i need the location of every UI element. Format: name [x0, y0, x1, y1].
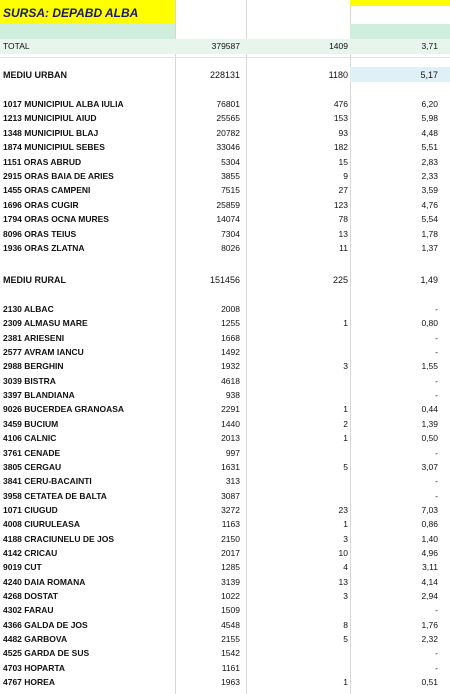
- row-rate: -: [435, 648, 438, 659]
- row-rate: 2,94: [421, 591, 438, 601]
- row-name: 3397 BLANDIANA: [3, 390, 75, 401]
- row-count: 4: [343, 562, 348, 573]
- row-rate: 4,14: [421, 576, 438, 587]
- row-rate: 0,44: [421, 404, 438, 415]
- rural-summary-row[interactable]: [0, 272, 450, 288]
- table-row[interactable]: [0, 169, 450, 183]
- row-rate: 7,03: [421, 504, 438, 515]
- row-rate: 3,11: [422, 562, 438, 573]
- table-row[interactable]: [0, 227, 450, 241]
- row-name: 1696 ORAS CUGIR: [3, 199, 79, 210]
- row-population: 1285: [221, 562, 240, 573]
- row-rate: -: [435, 332, 438, 343]
- row-population: 3855: [221, 171, 240, 181]
- table-row[interactable]: [0, 417, 450, 431]
- row-count: 15: [338, 156, 348, 167]
- row-population: 2017: [221, 547, 240, 558]
- row-population: 14074: [216, 214, 240, 225]
- row-population: 2291: [221, 404, 240, 415]
- row-name: 2130 ALBAC: [3, 304, 54, 314]
- row-name: 4366 GALDA DE JOS: [3, 619, 88, 630]
- row-population: 3087: [221, 490, 240, 501]
- row-name: 4142 CRICAU: [3, 547, 58, 558]
- row-count: 123: [333, 199, 348, 210]
- row-rate: 1,39: [421, 418, 438, 429]
- table-row[interactable]: [0, 241, 450, 255]
- row-count: 225: [332, 275, 348, 285]
- row-population: 2013: [221, 433, 240, 444]
- row-population: 1509: [221, 605, 240, 616]
- row-population: 3272: [221, 504, 240, 515]
- row-name: 1936 ORAS ZLATNA: [3, 243, 85, 253]
- row-name: 4482 GARBOVA: [3, 634, 68, 645]
- row-rate: -: [435, 490, 438, 501]
- row-rate: -: [435, 347, 438, 358]
- row-rate: 1,78: [421, 228, 438, 239]
- row-name: TOTAL: [3, 41, 30, 51]
- row-population: 2155: [221, 634, 240, 645]
- row-rate: 4,48: [421, 127, 438, 138]
- row-rate: 1,55: [421, 361, 438, 372]
- row-population: 20782: [216, 127, 240, 138]
- row-count: 3: [343, 533, 348, 544]
- row-name: 4525 GARDA DE SUS: [3, 648, 90, 659]
- row-population: 2150: [221, 533, 240, 544]
- table-row[interactable]: [0, 359, 450, 373]
- table-row[interactable]: [0, 126, 450, 140]
- row-population: 1492: [221, 347, 240, 358]
- row-rate: 1,37: [421, 243, 438, 253]
- row-population: 1542: [221, 648, 240, 659]
- row-population: 379587: [211, 41, 240, 51]
- header-fill: [350, 24, 450, 40]
- total-row[interactable]: [0, 39, 450, 53]
- urban-summary-row[interactable]: [0, 67, 450, 83]
- row-rate: 5,51: [421, 142, 438, 153]
- row-rate: 0,50: [421, 433, 438, 444]
- row-name: 2577 AVRAM IANCU: [3, 347, 84, 358]
- row-population: 1163: [221, 519, 240, 530]
- row-population: 1631: [221, 461, 240, 472]
- row-name: 9026 BUCERDEA GRANOASA: [3, 404, 125, 415]
- header-highlight-cell: [350, 0, 450, 6]
- row-rate: 0,86: [421, 519, 438, 530]
- row-divider: [0, 57, 450, 58]
- row-population: 938: [225, 390, 240, 401]
- row-rate: 1,49: [420, 275, 438, 285]
- row-rate: 4,76: [421, 199, 438, 210]
- row-count: 182: [333, 142, 348, 153]
- row-rate: -: [435, 375, 438, 386]
- row-name: MEDIU RURAL: [3, 275, 66, 285]
- row-count: 5: [343, 461, 348, 472]
- row-rate: -: [435, 662, 438, 673]
- row-count: 1: [343, 433, 348, 444]
- row-count: 93: [338, 127, 348, 138]
- table-row[interactable]: [0, 402, 450, 416]
- row-count: 3: [343, 361, 348, 372]
- row-population: 151456: [209, 275, 240, 285]
- row-population: 1161: [221, 662, 240, 673]
- table-row[interactable]: [0, 302, 450, 316]
- row-population: 1963: [221, 677, 240, 688]
- row-population: 1668: [221, 332, 240, 343]
- table-row[interactable]: [0, 589, 450, 603]
- row-count: 153: [333, 113, 348, 124]
- row-rate: 5,17: [420, 70, 438, 80]
- row-population: 1440: [221, 418, 240, 429]
- row-rate: 5,98: [421, 113, 438, 124]
- table-row[interactable]: [0, 388, 450, 402]
- row-rate: 3,59: [421, 185, 438, 196]
- row-rate: 3,71: [421, 41, 438, 51]
- row-rate: -: [435, 447, 438, 458]
- row-count: 1409: [329, 41, 348, 51]
- table-row[interactable]: [0, 155, 450, 169]
- row-name: 1213 MUNICIPIUL AIUD: [3, 113, 97, 124]
- row-rate: 6,20: [421, 99, 438, 109]
- table-row[interactable]: [0, 316, 450, 330]
- row-name: 4188 CRACIUNELU DE JOS: [3, 533, 115, 544]
- table-row[interactable]: [0, 97, 450, 111]
- row-population: 8026: [221, 243, 240, 253]
- row-count: 1: [343, 519, 348, 530]
- row-population: 7304: [221, 228, 240, 239]
- row-count: 27: [338, 185, 348, 196]
- row-count: 13: [338, 576, 348, 587]
- row-name: 1017 MUNICIPIUL ALBA IULIA: [3, 99, 124, 109]
- row-name: 2309 ALMASU MARE: [3, 318, 88, 329]
- table-row[interactable]: [0, 575, 450, 589]
- row-population: 7515: [221, 185, 240, 196]
- row-count: 2: [343, 418, 348, 429]
- table-row[interactable]: [0, 603, 450, 617]
- table-row[interactable]: [0, 140, 450, 154]
- row-population: 4618: [221, 375, 240, 386]
- row-population: 2008: [221, 304, 240, 314]
- row-count: 1: [343, 677, 348, 688]
- row-population: 4548: [221, 619, 240, 630]
- row-population: 1022: [221, 591, 240, 601]
- row-name: 2988 BERGHIN: [3, 361, 64, 372]
- table-row[interactable]: [0, 560, 450, 574]
- table-row[interactable]: [0, 183, 450, 197]
- table-row[interactable]: [0, 489, 450, 503]
- row-count: 13: [338, 228, 348, 239]
- table-row[interactable]: [0, 532, 450, 546]
- row-name: 1794 ORAS OCNA MURES: [3, 214, 109, 225]
- table-row[interactable]: [0, 446, 450, 460]
- row-name: 9019 CUT: [3, 562, 42, 573]
- header-fill: [0, 24, 175, 40]
- row-name: 3805 CERGAU: [3, 461, 62, 472]
- row-rate: 1,40: [421, 533, 438, 544]
- row-name: 4703 HOPARTA: [3, 662, 66, 673]
- row-population: 1932: [221, 361, 240, 372]
- row-population: 76801: [216, 99, 240, 109]
- row-name: 4240 DAIA ROMANA: [3, 576, 86, 587]
- table-row[interactable]: [0, 374, 450, 388]
- row-population: 25565: [216, 113, 240, 124]
- row-count: 10: [338, 547, 348, 558]
- row-name: 3459 BUCIUM: [3, 418, 59, 429]
- row-count: 9: [343, 171, 348, 181]
- row-rate: 2,32: [421, 634, 438, 645]
- table-row[interactable]: [0, 646, 450, 660]
- table-row[interactable]: [0, 661, 450, 675]
- row-name: 2381 ARIESENI: [3, 332, 65, 343]
- table-row[interactable]: [0, 632, 450, 646]
- row-population: 33046: [216, 142, 240, 153]
- table-row[interactable]: [0, 546, 450, 560]
- row-name: 8096 ORAS TEIUS: [3, 228, 77, 239]
- row-rate: 4,96: [421, 547, 438, 558]
- row-count: 23: [338, 504, 348, 515]
- row-count: 5: [343, 634, 348, 645]
- row-count: 1: [343, 404, 348, 415]
- row-count: 476: [333, 99, 348, 109]
- table-row[interactable]: [0, 331, 450, 345]
- row-rate: -: [435, 390, 438, 401]
- row-population: 997: [225, 447, 240, 458]
- row-count: 78: [338, 214, 348, 225]
- row-rate: 0,51: [421, 677, 438, 688]
- source-label: SURSA: DEPABD ALBA: [3, 6, 139, 20]
- row-name: 1348 MUNICIPIUL BLAJ: [3, 127, 99, 138]
- row-count: 11: [339, 243, 348, 253]
- row-name: 3841 CERU-BACAINTI: [3, 476, 92, 487]
- row-name: 4106 CALNIC: [3, 433, 57, 444]
- row-count: 1180: [328, 70, 348, 80]
- row-rate: 2,33: [421, 171, 438, 181]
- row-name: 4008 CIURULEASA: [3, 519, 80, 530]
- table-row[interactable]: [0, 111, 450, 125]
- row-population: 5304: [221, 156, 240, 167]
- row-name: 4767 HOREA: [3, 677, 55, 688]
- row-rate: 2,83: [421, 156, 438, 167]
- row-population: 1255: [221, 318, 240, 329]
- row-name: MEDIU URBAN: [3, 70, 67, 80]
- row-rate: -: [435, 476, 438, 487]
- row-rate: -: [435, 304, 438, 314]
- row-name: 3958 CETATEA DE BALTA: [3, 490, 107, 501]
- row-name: 3761 CENADE: [3, 447, 61, 458]
- row-rate: 3,07: [421, 461, 438, 472]
- row-count: 3: [343, 591, 348, 601]
- table-row[interactable]: [0, 460, 450, 474]
- table-row[interactable]: [0, 345, 450, 359]
- row-name: 1151 ORAS ABRUD: [3, 156, 82, 167]
- row-rate: -: [435, 605, 438, 616]
- row-count: 1: [343, 318, 348, 329]
- row-name: 1071 CIUGUD: [3, 504, 58, 515]
- table-row[interactable]: [0, 618, 450, 632]
- row-name: 2915 ORAS BAIA DE ARIES: [3, 171, 114, 181]
- row-name: 1874 MUNICIPIUL SEBES: [3, 142, 105, 153]
- table-row[interactable]: [0, 517, 450, 531]
- row-name: 4268 DOSTAT: [3, 591, 58, 601]
- table-row[interactable]: [0, 675, 450, 689]
- row-rate: 1,76: [421, 619, 438, 630]
- table-row[interactable]: [0, 503, 450, 517]
- row-count: 8: [343, 619, 348, 630]
- row-name: 3039 BISTRA: [3, 375, 56, 386]
- row-population: 228131: [209, 70, 240, 80]
- table-row[interactable]: [0, 212, 450, 226]
- table-row[interactable]: [0, 474, 450, 488]
- row-rate: 0,80: [421, 318, 438, 329]
- row-population: 25859: [216, 199, 240, 210]
- table-row[interactable]: [0, 431, 450, 445]
- table-row[interactable]: [0, 198, 450, 212]
- row-population: 313: [225, 476, 240, 487]
- row-population: 3139: [221, 576, 240, 587]
- row-name: 4302 FARAU: [3, 605, 54, 616]
- row-rate: 5,54: [421, 214, 438, 225]
- row-name: 1455 ORAS CAMPENI: [3, 185, 91, 196]
